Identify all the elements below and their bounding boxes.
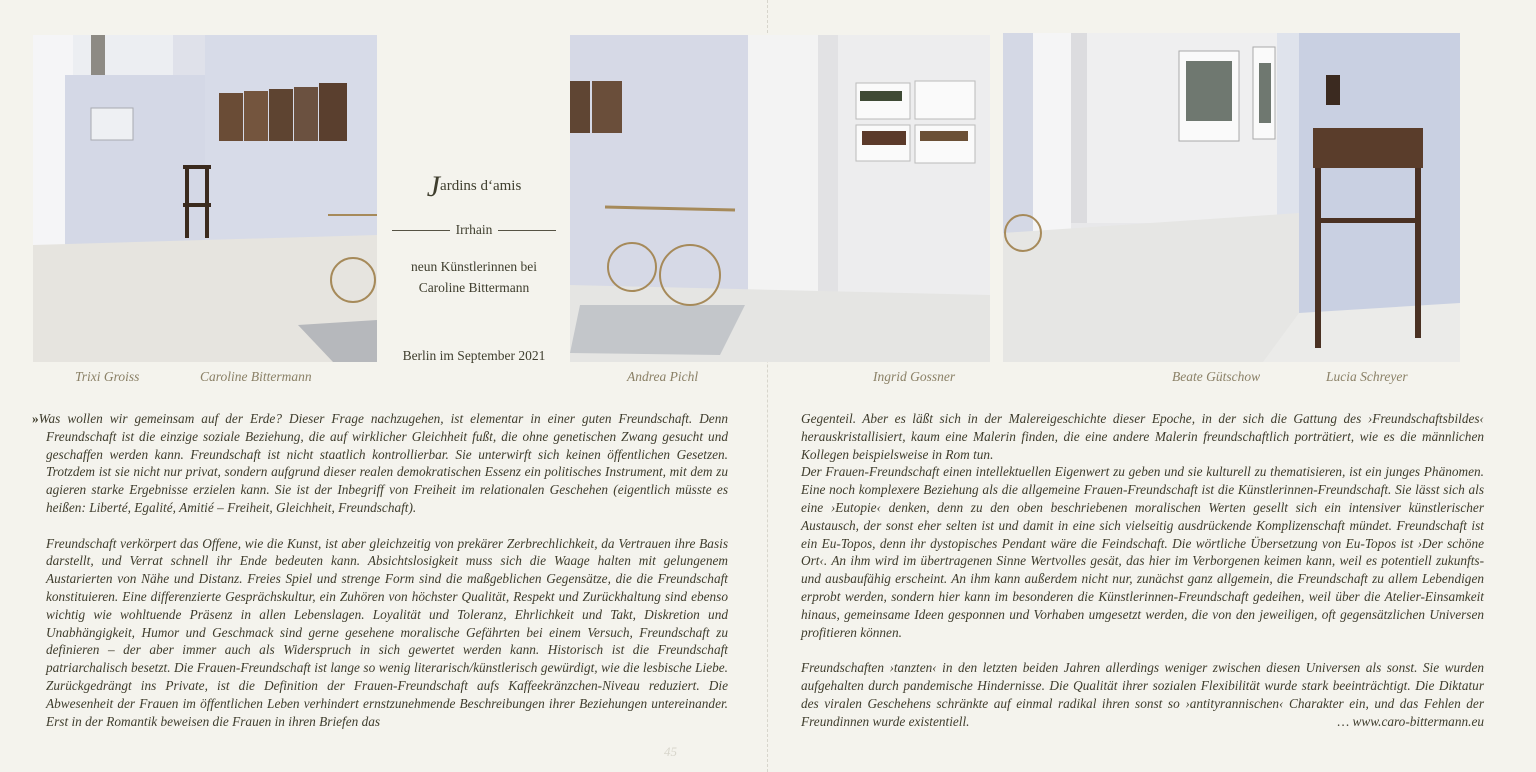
essay-paragraph-4: Der Frauen-Freundschaft einen intellektuellen Eigenwert zu geben und sie kulturell zu thematisieren, ist ein junges Phänomen. Eine noch komplexere Beziehung als die allgemeine Frauen-Freundschaft ist die Künstlerinnen-Freundschaft. Sie lässt sich als eine ›Eutopie‹ denken, denn zu den oben beschriebenen moralischen Werten gesellt sich ein intensiver künstlerischer Austausch, der sonst eher selten ist und damit in eine sich vielseitig ausdrückende Komplizenschaft mündet. Freundschaft ist ein Eu-Topos, denn ihr dystopisches Pendant wäre die Feindschaft. Die wörtliche Übersetzung von Eu-Topos ist ›Der schöne Ort‹. An ihm wird im übertragenen Sinne Wertvolles gesät, das hier im Verborgenen keimen kann, weil es potentiell zukunfts- und ausbaufähig erscheint. An ihm kann außerdem nicht nur, zunächst ganz allgemein, die Freundschaft zu allem Lebendigen erprobt werden, sondern hier kann im besonderen die Künstlerinnen-Freundschaft gedeihen, weil über die Atelier-Einsamkeit hinaus, gemeinsame Ideen gesponnen und Vorhaben umgesetzt werden, die von den jeweiligen, oft gegensätzlichen Universen profitieren können.: [801, 464, 1484, 640]
exhibition-description: [386, 256, 562, 298]
gallery-photo-2: [570, 35, 990, 362]
page-number: 45: [664, 744, 677, 759]
photo-gallery-center: [570, 35, 990, 362]
essay-paragraph-1: [32, 410, 728, 517]
description-line-2: Caroline Bittermann: [418, 280, 530, 295]
caption-artist-2: Caroline Bittermann: [200, 369, 312, 384]
gallery-photo-1: [33, 35, 377, 362]
rule-left: [392, 230, 450, 231]
rule-right: [498, 230, 556, 231]
exhibition-date: Berlin im September 2021: [402, 348, 546, 363]
essay-left-column: [32, 410, 728, 730]
exhibition-subtitle: Irrhain: [455, 222, 493, 237]
essay-paragraph-5-text: Freundschaften ›tanzten‹ in den letzten beiden Jahren allerdings weniger zwischen diesen Universen als sonst. Sie wurden aufgehalten durch pandemische Hindernisse. Die Qualität ihrer sozialen Flexibilität wurde stark beeinträchtigt. Die Diktatur des viralen Geschehens schränkte auf einmal radikal ihren sonst so ›antityrannischen‹ Charakter ein, und das Fehlen der Freundinnen wurde existentiell.: [801, 660, 1484, 729]
essay-right-column: [801, 410, 1484, 730]
exhibition-title: Jardins d‘amis: [426, 170, 522, 203]
gallery-photo-3: [1003, 33, 1460, 362]
caption-artist-1: Trixi Groiss: [75, 369, 140, 384]
essay-paragraph-5: [801, 659, 1484, 730]
caption-artist-3: Andrea Pichl: [627, 369, 699, 384]
photo-gallery-left: [33, 35, 377, 362]
quote-mark: »: [32, 411, 39, 426]
caption-artist-4: Ingrid Gossner: [873, 369, 956, 384]
caption-artist-5: Beate Gütschow: [1172, 369, 1261, 384]
photo-gallery-right: [1003, 33, 1460, 362]
exhibition-title-block: [386, 160, 562, 363]
essay-paragraph-3: Gegenteil. Aber es läßt sich in der Malereigeschichte dieser Epoche, in der sich die Gattung des ›Freundschaftsbildes‹ herauskristallisiert, kaum eine Malerin finden, die eine andere Malerin freundschaftlich porträtiert, wie es die männlichen Kollegen beispielsweise in Rom tun.: [801, 411, 1484, 462]
website-link[interactable]: … www.caro-bittermann.eu: [1337, 713, 1484, 729]
caption-artist-6: Lucia Schreyer: [1326, 369, 1408, 384]
essay-paragraph-2: Freundschaft verkörpert das Offene, wie die Kunst, ist aber gleichzeitig von prekärer Zerbrechlichkeit, da Vertrauen ihre Basis darstellt, und Verrat schnell ihr Ende bedeuten kann. Absichtslosigkeit muss sich die Waage halten mit gelungenem Austarierten von Nähe und Distanz. Freies Spiel und strenge Form sind die maßgeblichen Gegensätze, die die Freundschaft konstituieren. Eine differenzierte Gesprächskultur, ein Zuhören von höchster Qualität, Respekt und Zurückhaltung sind ebenso wichtig wie wohltuende Präsenz in allen Lebenslagen. Loyalität und Toleranz, Ehrlichkeit und Takt, Diskretion und Unabhängigkeit, Humor und Geschmack sind gerne gesehene moralische Gefährten bei einem Versuch, Freundschaft zu definieren – der aber immer auch als Widerspruch in sich gewertet werden kann. Historisch ist die Freundschaft patriarchalisch besetzt. Die Frauen-Freundschaft ist lange so wenig literarisch/künstlerisch gewürdigt, wie die lesbische Liebe. Zurückgedrängt ins Private, ist die Definition der Frauen-Freundschaft aufs Kaffeekränzchen-Niveau reduziert. Die Abwesenheit der Frauen im öffentlichen Leben verhindert ernstzunehmende Beschreibungen ihrer Beziehungen untereinander. Erst in der Romantik beweisen die Frauen in ihren Briefen das: [46, 535, 728, 729]
description-line-1: neun Künstlerinnen bei: [411, 259, 537, 274]
essay-paragraph-1-text: Was wollen wir gemeinsam auf der Erde? Dieser Frage nachzugehen, ist elementar in einer guten Freundschaft. Denn Freundschaft ist die einzige soziale Beziehung, die auf wirklicher Gleichheit fußt, die ohne genetischen Zwang gesucht und geschaffen werden kann. Freundschaft ist nicht staatlich kontrollierbar. Sie unterwirft sich keinen öffentlichen Gesetzen. Trotzdem ist sie nicht nur privat, sondern aufgrund dieser realen demokratischen Essenz ein politisches Instrument, mit dem zu agieren starke Ergebnisse erzielen kann. Sie ist der Inbegriff von Freiheit im relationalen Geschehen (eigentlich müsste es heißen: Liberté, Egalité, Amitié – Freiheit, Gleichheit, Freundschaft).: [38, 411, 728, 515]
subtitle-line: [386, 222, 562, 238]
